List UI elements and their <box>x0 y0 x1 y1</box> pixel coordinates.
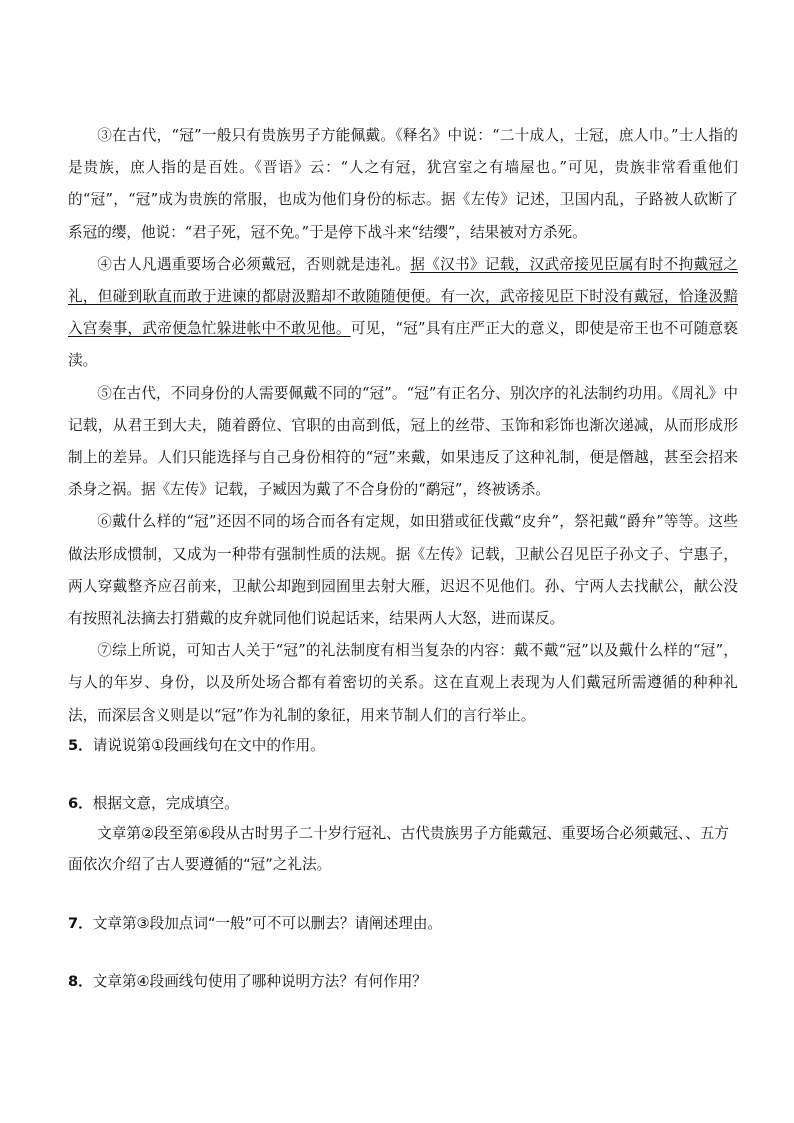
question-6-number: 6． <box>68 794 93 812</box>
question-8 <box>68 968 738 996</box>
question-6-text: 根据文意，完成填空。 <box>92 794 239 812</box>
question-6 <box>68 790 738 818</box>
question-7-number: 7． <box>68 914 93 932</box>
paragraph-4-conclusion: 可见，“冠”具有庄严正大的意义，即使是帝王也不可随意亵渎。 <box>68 320 738 370</box>
paragraph-5: ⑤在古代，不同身份的人需要佩戴不同的“冠”。“冠”有正名分、别次序的礼法制约功用。《周礼》中记载，从君王到大夫，随着爵位、官职的由高到低，冠上的丝带、玉饰和彩饰也渐次递减，从而形成形制上的差异。人们只能选择与自己身份相符的“冠”来戴，如果违反了这种礼制，便是僭越，甚至会招来杀身之祸。据《左传》记载，子臧因为戴了不合身份的“鹬冠”，终被诱杀。 <box>68 384 738 499</box>
paragraph-4-intro: ④古人凡遇重要场合必须戴冠，否则就是违礼。 <box>97 255 411 273</box>
paragraph-7: ⑦综上所说，可知古人关于“冠”的礼法制度有相当复杂的内容：戴不戴“冠”以及戴什么样的“冠”，与人的年岁、身份，以及所处场合都有着密切的关系。这在直观上表现为人们戴冠所需遵循的种种礼法，而深层含义则是以“冠”作为礼制的象征，用来节制人们的言行举止。 <box>68 642 738 724</box>
question-7-text: 文章第③段加点词“一般”可不可以删去？请阐述理由。 <box>92 914 443 932</box>
paragraph-3: ③在古代，“冠”一般只有贵族男子方能佩戴。《释名》中说：“二十成人，士冠，庶人巾。”士人指的是贵族，庶人指的是百姓。《晋语》云：“人之有冠，犹宫室之有墙屋也。”可见，贵族非常看重他们的“冠”，“冠”成为贵族的常服，也成为他们身份的标志。据《左传》记述，卫国内乱，子路被人砍断了系冠的缨，他说：“君子死，冠不免。”于是停下战斗来“结缨”，结果被对方杀死。 <box>68 127 738 241</box>
paragraph-4 <box>68 249 738 378</box>
question-5-text: 请说说第①段画线句在文中的作用。 <box>92 736 325 754</box>
paragraph-6: ⑥戴什么样的“冠”还因不同的场合而各有定规，如田猎或征伐戴“皮弁”，祭祀戴“爵弁”等等。这些做法形成惯制，又成为一种带有强制性质的法规。据《左传》记载，卫献公召见臣子孙文子、宁惠子，两人穿戴整齐应召前来，卫献公却跑到园囿里去射大雁，迟迟不见他们。孙、宁两人去找献公，献公没有按照礼法摘去打猎戴的皮弁就同他们说起话来，结果两人大怒，进而谋反。 <box>68 513 738 628</box>
question-5-number: 5． <box>68 736 93 754</box>
paragraph-4-underlined: 据《汉书》记载，汉武帝接见臣属有时不拘戴冠之礼，但碰到耿直而敢于进谏的都尉汲黯却不敢随随便便。有一次，武帝接见臣下时没有戴冠，恰逢汲黯入宫奏事，武帝便急忙躲进帐中不敢见他。 <box>68 255 738 338</box>
question-8-number: 8． <box>68 972 93 990</box>
question-7 <box>68 910 738 938</box>
question-5 <box>68 732 738 760</box>
question-6-fill-blank: 文章第②段至第⑥段从古时男子二十岁行冠礼、古代贵族男子方能戴冠、重要场合必须戴冠、、五方面依次介绍了古人要遵循的“冠”之礼法。 <box>68 824 729 873</box>
article-content <box>68 120 738 996</box>
question-8-text: 文章第④段画线句使用了哪种说明方法？有何作用？ <box>92 972 427 990</box>
